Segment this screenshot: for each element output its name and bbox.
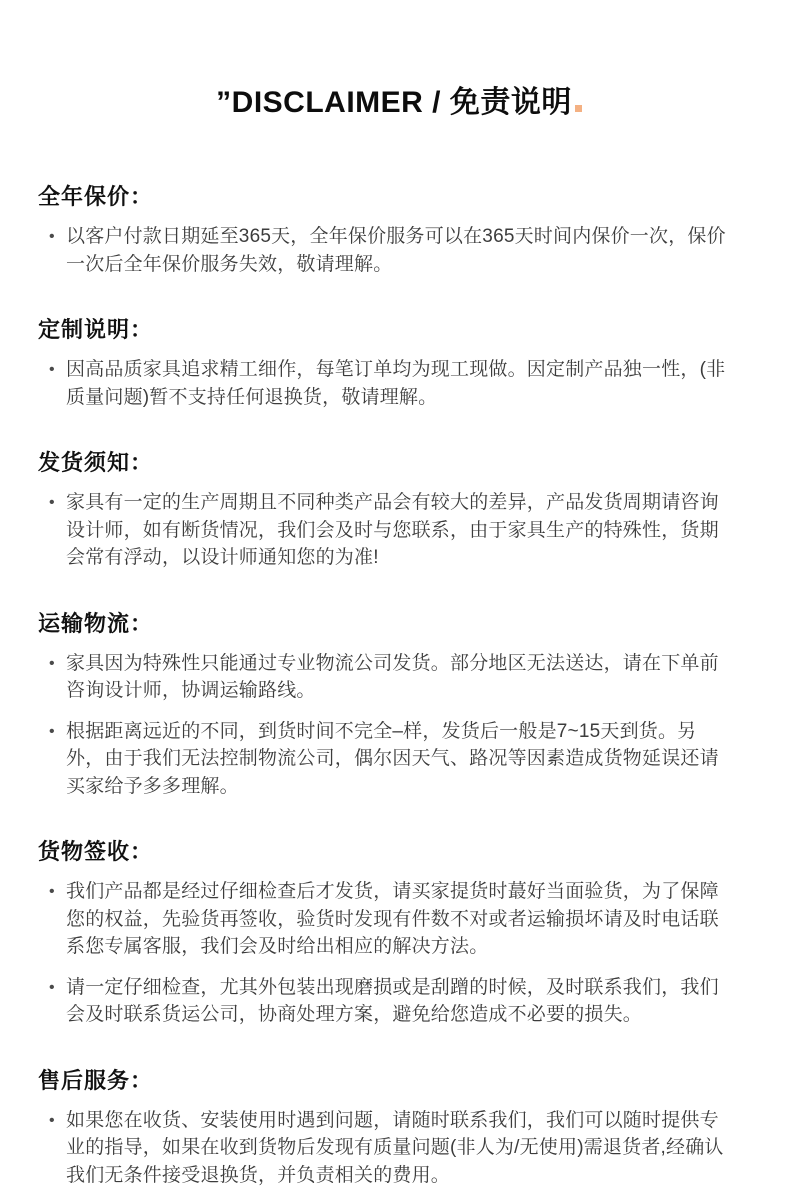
bullet-dot-icon: • bbox=[49, 1111, 55, 1129]
page-title bbox=[38, 84, 760, 122]
title-quote-mark: ” bbox=[216, 86, 232, 119]
bullet-text: 请一定仔细检查，尤其外包装出现磨损或是刮蹭的时候，及时联系我们，我们会及时联系货运公司，协商处理方案，避免给您造成不必要的损失。 bbox=[66, 976, 719, 1025]
title-accent-dot bbox=[575, 105, 582, 112]
bullet-dot-icon: • bbox=[49, 722, 55, 740]
section-heading: 全年保价： bbox=[38, 184, 154, 209]
bullet-dot-icon: • bbox=[49, 494, 55, 511]
section-annual-price-protection bbox=[38, 184, 760, 278]
bullet-list bbox=[38, 650, 760, 801]
bullet-item bbox=[49, 878, 760, 961]
bullet-item bbox=[49, 356, 760, 411]
bullet-list bbox=[38, 489, 760, 572]
section-after-sales-service bbox=[38, 1068, 760, 1190]
section-customization-notes bbox=[38, 317, 760, 411]
section-shipping-notice bbox=[38, 450, 760, 572]
bullet-text: 以客户付款日期延至365天，全年保价服务可以在365天时间内保价一次，保价一次后全年保价服务失效，敬请理解。 bbox=[66, 226, 726, 275]
section-heading: 售后服务： bbox=[38, 1067, 154, 1093]
bullet-list bbox=[38, 1107, 760, 1190]
bullet-text: 如果您在收货、安装使用时遇到问题，请随时联系我们，我们可以随时提供专业的指导，如果在收到货物后发现有质量问题(非人为/无使用)需退货者,经确认我们无条件接受退换货，并负责相关的费用。 bbox=[66, 1109, 724, 1186]
bullet-item bbox=[49, 974, 760, 1029]
bullet-dot-icon: • bbox=[49, 361, 55, 378]
bullet-text: 因高品质家具追求精工细作，每笔订单均为现工现做。因定制产品独一性，(非质量问题)暂不支持任何退换货，敬请理解。 bbox=[66, 359, 726, 408]
bullet-item bbox=[49, 650, 760, 705]
page-title-text: DISCLAIMER / 免责说明 bbox=[231, 86, 572, 119]
bullet-item bbox=[49, 489, 760, 572]
bullet-dot-icon: • bbox=[49, 978, 55, 996]
bullet-item bbox=[49, 223, 760, 278]
bullet-dot-icon: • bbox=[49, 228, 55, 245]
section-goods-acceptance bbox=[38, 839, 760, 1029]
bullet-list bbox=[38, 223, 760, 278]
section-transport-logistics bbox=[38, 611, 760, 801]
bullet-list bbox=[38, 878, 760, 1029]
section-heading: 发货须知： bbox=[38, 450, 154, 475]
bullet-text: 我们产品都是经过仔细检查后才发货，请买家提货时蕞好当面验货，为了保障您的权益，先验货再签收，验货时发现有件数不对或者运输损坏请及时电话联系您专属客服，我们会及时给出相应的解决方法。 bbox=[66, 881, 719, 957]
section-heading: 定制说明： bbox=[38, 317, 154, 342]
bullet-text: 家具有一定的生产周期且不同种类产品会有较大的差异，产品发货周期请咨询设计师，如有断货情况，我们会及时与您联系，由于家具生产的特殊性，货期会常有浮动，以设计师通知您的为准! bbox=[66, 492, 719, 568]
bullet-dot-icon: • bbox=[49, 883, 55, 900]
bullet-text: 根据距离远近的不同，到货时间不完全–样，发货后一般是7~15天到货。另外，由于我们无法控制物流公司，偶尔因天气、路况等因素造成货物延误还请买家给予多多理解。 bbox=[66, 720, 719, 797]
bullet-dot-icon: • bbox=[49, 654, 55, 672]
bullet-list bbox=[38, 356, 760, 411]
bullet-item bbox=[49, 718, 760, 801]
bullet-text: 家具因为特殊性只能通过专业物流公司发货。部分地区无法送达，请在下单前咨询设计师，协调运输路线。 bbox=[66, 652, 719, 701]
section-heading: 货物签收： bbox=[38, 839, 154, 864]
bullet-item bbox=[49, 1107, 760, 1190]
section-heading: 运输物流： bbox=[38, 610, 154, 636]
